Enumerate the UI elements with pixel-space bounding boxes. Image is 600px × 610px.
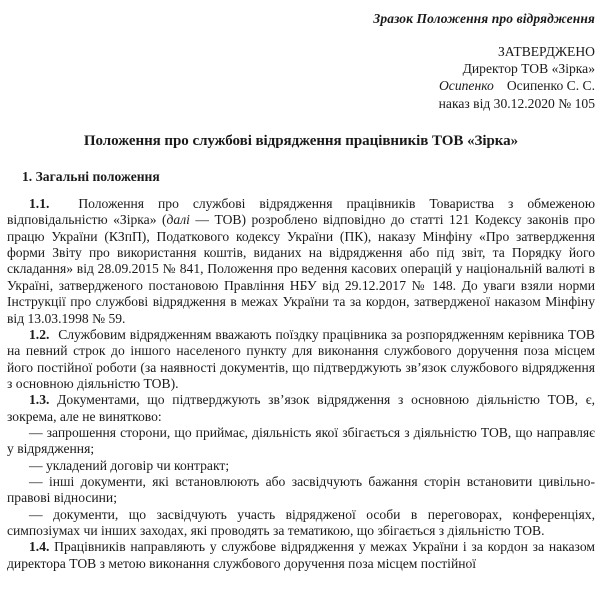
document-content xyxy=(7,0,595,572)
paragraph-1-3 xyxy=(7,392,595,425)
paragraph-1-2-text: Службовим відрядженням вважають поїздку працівника за розпорядженням керівника ТОВ на певний строк до іншого населеного пункту для виконання службового доручення поза місцем його постійної роботи (за наявності документів, що підтверджують зв’язок службового відрядження з основною діяльністю ТОВ). xyxy=(7,326,595,391)
section-heading-1: 1. Загальні положення xyxy=(22,168,160,184)
approval-signature: Осипенко xyxy=(438,78,494,94)
paragraph-1-1 xyxy=(7,196,595,327)
document-kicker: Зразок Положення про відрядження xyxy=(373,11,595,26)
paragraph-number-1-4: 1.4. xyxy=(29,539,50,555)
paragraph-1-4 xyxy=(7,539,595,572)
approval-label: ЗАТВЕРДЖЕНО xyxy=(497,44,595,59)
list-item: — інші документи, які встановлюють або засвідчують бажання сторін встановити цивільно-правові відносини; xyxy=(7,473,595,506)
paragraph-1-3-text: Документами, що підтверджують зв’язок відрядження з основною діяльністю ТОВ, є, зокрема, але не винятково: xyxy=(7,392,595,424)
paragraph-1-1-text-after: — ТОВ) розроблено відповідно до статті 121 Кодексу законів про працю України (КЗпП), Податкового кодексу України (ПК), наказу Мінфіну «Про затвердження форми Звіту про використання коштів, виданих на відрядження або під звіт, та Порядку його складання» від 28.09.2015 № 841, Положення про ведення касових операцій у національній валюті в Україні, затвердженого постановою Правління НБУ від 29.12.2017 № 148. До уваги взяли норми Інструкції про службові відрядження в межах України та за кордон, затвердженої наказом Мінфіну від 13.03.1998 № 59. xyxy=(7,212,595,326)
list-item: — запрошення сторони, що приймає, діяльність якої збігається з діяльністю ТОВ, що направляє у відрядження; xyxy=(7,424,595,457)
paragraph-1-4-text: Працівників направляють у службове відрядження у межах України і за кордон за наказом директора ТОВ з метою виконання службового доручення поза місцем постійної xyxy=(7,539,595,571)
list-item: — укладений договір чи контракт; xyxy=(29,457,230,473)
paragraph-1-1-italic-term: далі xyxy=(166,212,190,228)
paragraph-1-1-text-before: Положення про службові відрядження працівників Товариства з обмеженою відповідальністю «Зірка» ( xyxy=(7,196,596,228)
approval-position: Директор ТОВ «Зірка» xyxy=(462,61,595,77)
page-title: Положення про службові відрядження працівників ТОВ «Зірка» xyxy=(83,132,519,149)
approval-signer-name: Осипенко С. С. xyxy=(506,78,595,94)
approval-order-line: наказ від 30.12.2020 № 105 xyxy=(438,95,595,111)
paragraph-number-1-1: 1.1. xyxy=(29,196,50,212)
list-item: — документи, що засвідчують участь відрядженої особи в переговорах, конференціях, симпозіумах чи інших заходах, які проводять за тематикою, що збігається з діяльністю ТОВ. xyxy=(7,506,595,538)
paragraph-number-1-2: 1.2. xyxy=(29,326,50,342)
approval-block xyxy=(7,43,595,112)
paragraph-number-1-3: 1.3. xyxy=(29,392,50,408)
paragraph-1-2 xyxy=(7,327,595,392)
approval-signature-line xyxy=(7,77,595,94)
